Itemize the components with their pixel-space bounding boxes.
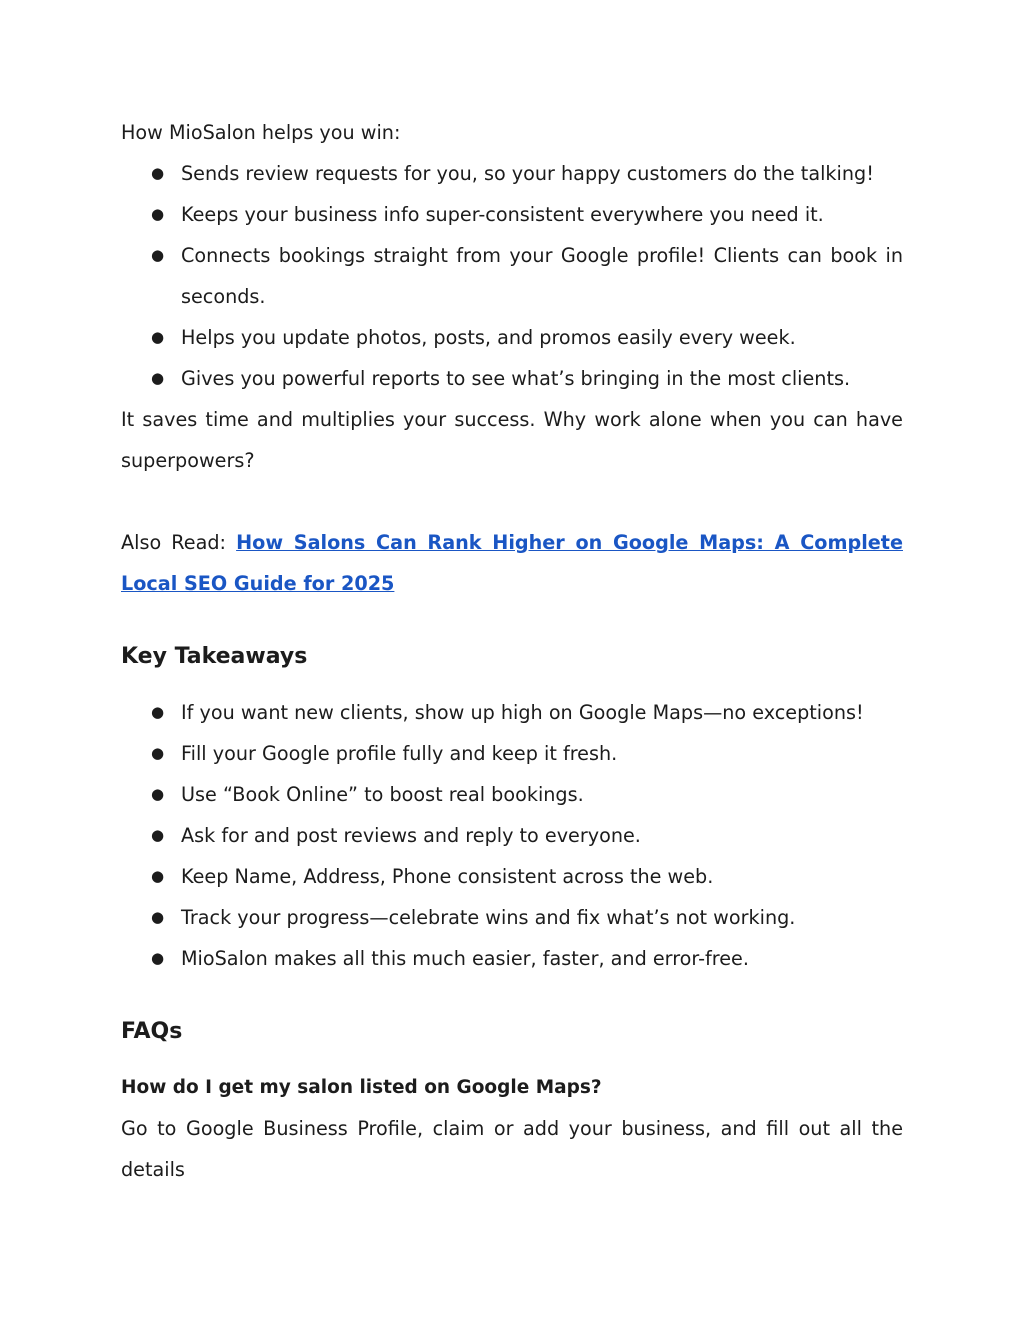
list-item: ● Sends review requests for you, so your happy customers do the talking! xyxy=(121,153,903,194)
summary-text: It saves time and multiplies your success. Why work alone when you can have superpowers? xyxy=(121,408,903,472)
list-item: ● Track your progress—celebrate wins and fix what’s not working. xyxy=(121,897,903,938)
key-takeaways-heading: Key Takeaways xyxy=(121,644,308,669)
list-item: ● Keep Name, Address, Phone consistent across the web. xyxy=(121,856,903,897)
spacer xyxy=(121,979,903,1012)
faq-answer: Go to Google Business Profile, claim or add your business, and fill out all the details xyxy=(121,1117,903,1181)
list-item: ● Keeps your business info super-consistent everywhere you need it. xyxy=(121,194,903,235)
spacer xyxy=(121,481,903,522)
win-list xyxy=(121,153,903,399)
spacer xyxy=(121,677,903,692)
spacer xyxy=(121,1052,903,1067)
also-read xyxy=(121,522,903,604)
intro-text: How MioSalon helps you win: xyxy=(121,121,401,144)
list-item: ● If you want new clients, show up high on Google Maps—no exceptions! xyxy=(121,692,903,733)
list-item: ● Connects bookings straight from your Google profile! Clients can book in seconds. xyxy=(121,235,903,317)
faqs-heading: FAQs xyxy=(121,1019,183,1044)
list-item: ● Ask for and post reviews and reply to everyone. xyxy=(121,815,903,856)
list-item: ● Helps you update photos, posts, and promos easily every week. xyxy=(121,317,903,358)
also-read-prefix: Also Read: xyxy=(121,531,237,554)
takeaways-list xyxy=(121,692,903,979)
document-page xyxy=(121,112,903,1190)
faq-question: How do I get my salon listed on Google Maps? xyxy=(121,1077,602,1098)
list-item: ● MioSalon makes all this much easier, faster, and error-free. xyxy=(121,938,903,979)
also-read-link[interactable]: How Salons Can Rank Higher on Google Maps: A Complete Local SEO Guide for 2025 xyxy=(121,531,903,595)
list-item: ● Use “Book Online” to boost real bookings. xyxy=(121,774,903,815)
list-item: ● Gives you powerful reports to see what’s bringing in the most clients. xyxy=(121,358,903,399)
spacer xyxy=(121,604,903,637)
list-item: ● Fill your Google profile fully and keep it fresh. xyxy=(121,733,903,774)
